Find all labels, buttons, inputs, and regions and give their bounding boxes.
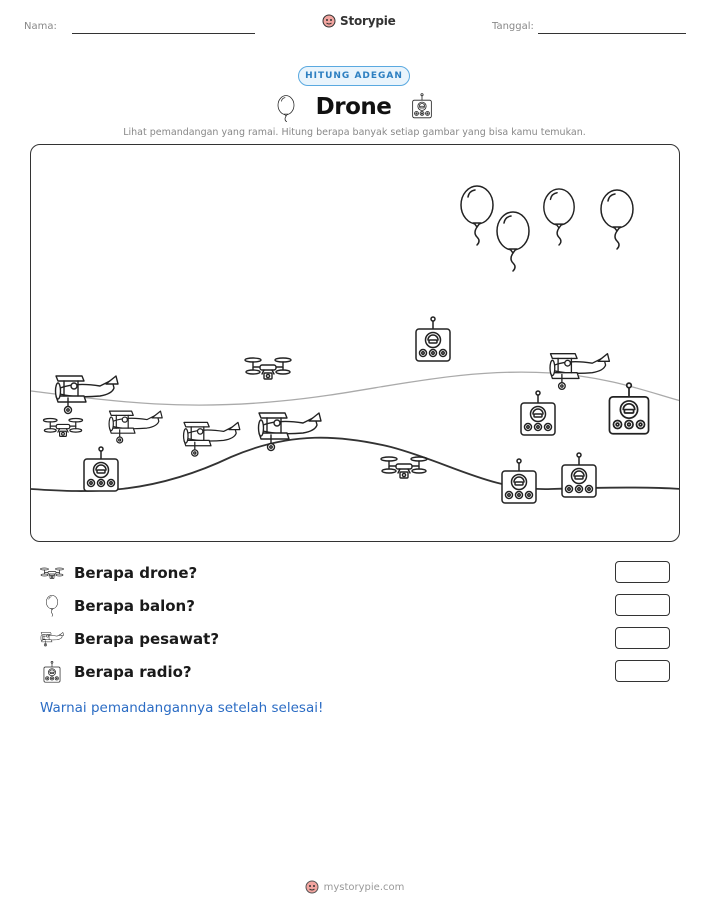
- page-title: Drone: [315, 94, 392, 120]
- scene-illustration: [31, 145, 680, 542]
- counting-scene: [30, 144, 680, 542]
- radio: [416, 317, 450, 361]
- radio-icon: [40, 661, 64, 683]
- balloon-icon: [276, 92, 296, 122]
- balloon-icon: [40, 595, 64, 617]
- drone: [245, 358, 291, 379]
- drone: [381, 457, 427, 478]
- answer-box-airplane[interactable]: [615, 627, 670, 649]
- balloon: [601, 190, 633, 249]
- name-label: Nama:: [24, 21, 57, 32]
- brand-name: Storypie: [340, 14, 396, 28]
- question-drone: [40, 561, 670, 585]
- airplane-icon: [40, 628, 64, 650]
- airplane: [184, 422, 240, 456]
- coloring-note: Warnai pemandangannya setelah selesai!: [40, 700, 324, 716]
- drone-icon: [40, 562, 64, 584]
- question-text: Berapa balon?: [74, 597, 195, 615]
- balloon: [461, 186, 493, 245]
- instructions: Lihat pemandangan yang ramai. Hitung berapa banyak setiap gambar yang bisa kamu temukan.: [123, 127, 586, 138]
- question-balloon: [40, 594, 670, 618]
- title-row: [0, 92, 709, 122]
- storypie-mascot-icon: [322, 14, 336, 28]
- answer-box-balloon[interactable]: [615, 594, 670, 616]
- question-radio: [40, 660, 670, 684]
- date-label: Tanggal:: [492, 21, 534, 32]
- question-text: Berapa pesawat?: [74, 630, 220, 648]
- storypie-mascot-icon: [305, 880, 319, 894]
- question-text: Berapa drone?: [74, 564, 198, 582]
- radio: [521, 391, 555, 435]
- radio: [609, 383, 648, 434]
- activity-badge: HITUNG ADEGAN: [298, 66, 410, 86]
- answer-box-drone[interactable]: [615, 561, 670, 583]
- drone: [43, 419, 82, 437]
- radio: [562, 453, 596, 497]
- radio-icon: [411, 92, 433, 122]
- brand-logo: [322, 14, 396, 28]
- airplane: [259, 413, 322, 451]
- question-text: Berapa radio?: [74, 663, 192, 681]
- radio: [84, 447, 118, 491]
- balloon: [544, 189, 574, 245]
- name-line[interactable]: [72, 33, 255, 34]
- question-airplane: [40, 627, 670, 651]
- answer-box-radio[interactable]: [615, 660, 670, 682]
- airplane: [56, 376, 119, 414]
- footer-site: [0, 880, 709, 894]
- airplane: [550, 354, 609, 390]
- airplane: [109, 411, 162, 443]
- date-line[interactable]: [538, 33, 686, 34]
- radio: [502, 459, 536, 503]
- balloon: [497, 212, 529, 271]
- site-url[interactable]: mystorypie.com: [323, 881, 405, 893]
